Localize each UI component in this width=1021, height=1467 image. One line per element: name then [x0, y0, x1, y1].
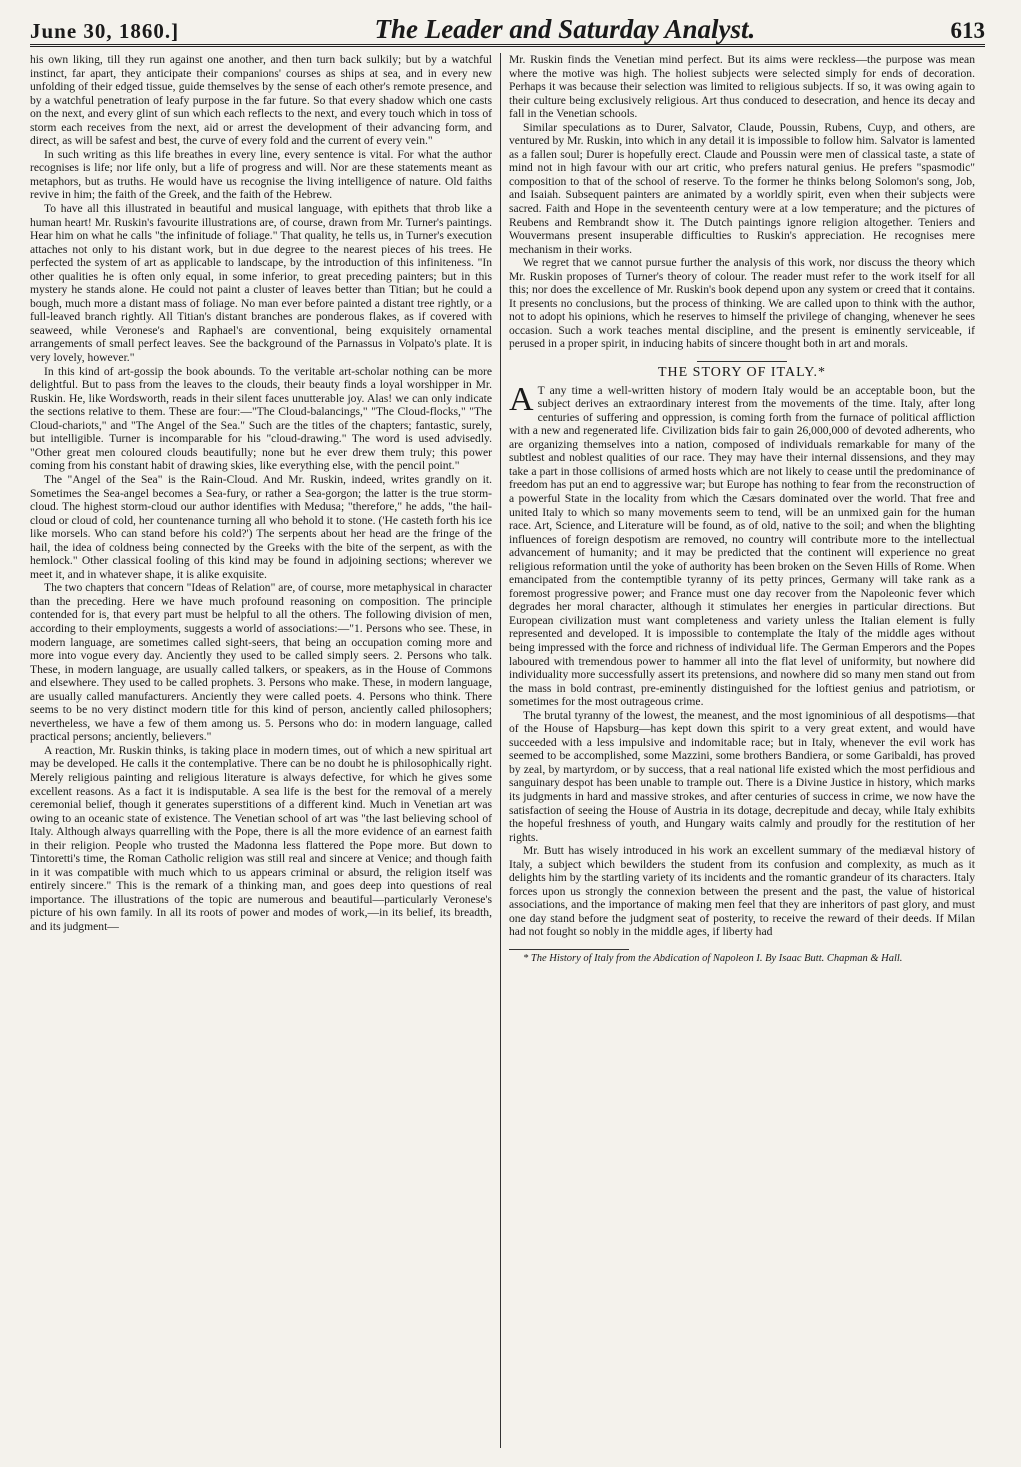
- paragraph: his own liking, till they run against one another, and then turn back sulkily; but by a watchful instinct, far apart, they anticipate their companions' courses as ships at sea, and in every new unfolding of their edged tissue, guide themselves by the sense of each other's remote presence, and by a watchful penetration of leafy purpose in the far future. So that every shadow which one casts on the next, and every glint of sun which each reflects to the next, and every touch which in toss of storm each receives from the next, aid or arrest the development of their advancing form, and direct, as will be safest and best, the curve of every fold and the current of every vein.": [30, 53, 492, 148]
- issue-date: June 30, 1860.]: [30, 19, 180, 43]
- paragraph: The two chapters that concern "Ideas of Relation" are, of course, more metaphysical in character than the preceding. Here we have much profound reasoning on composition. The principle contended for is, that every part must be helpful to all the others. The following division of men, according to their employments, suggests a world of associations:—"1. Persons who see. These, in modern language, are sometimes called sight-seers, that being an occupation coming more and more into vogue every day. Anciently they used to be called simply seers. 2. Persons who talk. These, in modern language, are usually called talkers, or speakers, as in the House of Commons and elsewhere. They used to be called prophets. 3. Persons who make. These, in modern language, are usually called manufacturers. Anciently they were called poets. 4. Persons who think. There seems to be no very distinct modern title for this kind of person, anciently called philosophers; nevertheless, we have a few of them among us. 5. Persons who do: in modern language, called practical persons; anciently, believers.": [30, 581, 492, 744]
- drop-cap: A: [509, 380, 534, 418]
- paragraph: In this kind of art-gossip the book abounds. To the veritable art-scholar nothing can be more delightful. But to pass from the leaves to the clouds, their beauty finds a loyal worshipper in Mr. Ruskin. He, like Wordsworth, reads in their silent faces unutterable joy. Alas! we can only indicate the sections relative to them. These are four:—"The Cloud-balancings," "The Cloud-flocks," "The Cloud-chariots," and "The Angel of the Sea." Such are the titles of the chapters; fantastic, surely, but intelligible. Turner is incomparable for his "cloud-drawing." The word is used advisedly. "Other great men coloured clouds beautifully; none but he ever drew them truly; this power coming from his constant habit of drawing skies, like everything else, with the pencil point.": [30, 364, 492, 473]
- left-column: [30, 53, 500, 1448]
- article-columns: [30, 53, 985, 1448]
- masthead: [30, 14, 985, 47]
- paragraph: A reaction, Mr. Ruskin thinks, is taking place in modern times, out of which a new spiritual art may be developed. He calls it the contemplative. There can be no doubt he is philosophically right. Merely religious painting and religious literature is always defective, for which he gives some excellent reasons. As a fact it is indisputable. A sea life is the best for the removal of a merely ceremonial belief, though it generates superstitions of a different kind. Much in Venetian art was owing to an oceanic state of existence. The Venetian school of art was "the last believing school of Italy. Although always quarrelling with the Pope, there is all the more evidence of an earnest faith in their religion. People who trusted the Madonna less flattered the Pope more. But down to Tintoretti's time, the Roman Catholic religion was still real and sincere at Venice; and though faith in it was compatible with much which to us appears criminal or absurd, the religion itself was entirely sincere." This is the remark of a thinking man, and goes deep into questions of real importance. The illustrations of the topic are numerous and beautiful—particularly Veronese's picture of his own family. In all its roots of power and modes of work,—in its belief, its breadth, and its judgment—: [30, 743, 492, 933]
- paragraph: We regret that we cannot pursue further the analysis of this work, nor discuss the theory which Mr. Ruskin proposes of Turner's theory of colour. The reader must refer to the work itself for all this; nor does the excellence of Mr. Ruskin's book depend upon any system or creed that it contains. It presents no conclusions, but the process of thinking. We are called upon to think with the author, not to adopt his opinions, which he reserves to himself the privilege of changing, whenever he sees occasion. Such a work teaches mental discipline, and the present is eminently serviceable, if perused in a proper spirit, in inducing habits of sincere thought both in art and morals.: [509, 256, 975, 351]
- paragraph: Mr. Butt has wisely introduced in his work an excellent summary of the mediæval history of Italy, a subject which bewilders the student from its confusion and complexity, as much as it delights him by the startling variety of its incidents and the romantic grandeur of its characters. Italy forces upon us strongly the connexion between the present and the past, the value of historical associations, and the importance of making men feel that they are inheritors of past glory, and must one day stand before the judgment seat of posterity, to receive the reward of their deeds. If Milan had not fought so nobly in the middle ages, if liberty had: [509, 844, 975, 939]
- lead-paragraph-text: T any time a well-written history of modern Italy would be an acceptable boon, but the subject derives an extraordinary interest from the movements of the time. Italy, after long centuries of suffering and oppression, is coming forth from the furnace of political affliction with a new and regenerated life. Civilization bids fair to gain 26,000,000 of devoted adherents, who are organizing themselves into a nation, composed of individuals remarkable for many of the subtlest and noblest qualities of our race. They may have their internal dissensions, and they may take a part in those collisions of armed hosts which are not likely to cease until the predominance of freedom has put an end to aggressive war; but Europe has nothing to fear from the reconstruction of a powerful State in the locality from which the Cæsars dominated over the world. That free and united Italy to which so many movements seem to tend, will be an unmixed gain for the human race. Art, Science, and Literature will be found, as of old, native to the soil; and when the blighting influences of foreign despotism are removed, no country will contribute more to the intellectual advancement of humanity; and it may be predicted that the continent will experience no great religious reformation until the yoke of authority has been broken on the Seven Hills of Rome. When emancipated from the contemptible tyranny of its petty princes, Germany will take rank as a foremost progressive power; and France must one day recover from the Napoleonic fever which degrades her moral character, although it stimulates her energies in particular directions. But European civilization must want completeness and variety unless the Italian element is fully represented and developed. It is impossible to contemplate the Italy of the middle ages without being impressed with the force and richness of individual life. The German Emperors and the Popes laboured with tremendous power to hammer all into the flat level of uniformity, but nowhere did individuality more successfully assert its pretensions, and nowhere did so many men stand out from the mass in bold contrast, pre-eminently distinguished for the loftiest genius and patriotism, or sometimes for the most outrageous crime.: [509, 383, 975, 709]
- footnote: * The History of Italy from the Abdication of Napoleon I. By Isaac Butt. Chapman & Hall.: [523, 953, 903, 964]
- section-divider: [697, 361, 787, 362]
- column-divider: [500, 53, 501, 1448]
- paragraph: The "Angel of the Sea" is the Rain-Cloud. And Mr. Ruskin, indeed, writes grandly on it. Sometimes the Sea-angel becomes a Sea-fury, or rather a Sea-gorgon; the latter is the true storm-cloud. The highest storm-cloud our author identifies with Medusa; "therefore," he adds, "the hail-cloud or cloud of cold, her countenance turning all who behold it to stone. ('He casteth forth his ice like morsels. Who can stand before his cold?') The serpents about her head are the fringe of the hail, the idea of coldness being connected by the Greeks with the bite of the serpent, as with the hemlock." Other classical fooling of this kind may be found in adjoining sections; wherever we meet it, and in whatever shape, it is alike exquisite.: [30, 472, 492, 581]
- paragraph: The brutal tyranny of the lowest, the meanest, and the most ignominious of all despotisms—that of the House of Hapsburg—has kept down this spirit to a very great extent, and would have succeeded with a less impulsive and indomitable race; but in Italy, whenever the evil work has seemed to be accomplished, some Mazzini, some brothers Bandiera, or some Garibaldi, has proved by zeal, by martyrdom, or by success, that a real national life existed which the most perfidious and sanguinary despot has been unable to trample out. There is a Divine Justice in history, which marks its judgments in hard and massive strokes, and after centuries of success in crime, we now have the satisfaction of seeing the House of Austria in its dotage, decrepitude and decay, while Italy exhibits the hopeful freshness of youth, and Hungary waits calmly and proudly for the restitution of her rights.: [509, 708, 975, 844]
- right-column: [509, 53, 975, 1448]
- paragraph: To have all this illustrated in beautiful and musical language, with epithets that throb like a human heart! Mr. Ruskin's favourite illustrations are, of course, drawn from Mr. Turner's paintings. Hear him on what he calls "the infinitude of foliage." That quality, he tells us, in Turner's execution attaches not only to his distant work, but in due degree to the nearest pieces of his trees. He perfected the system of art as applicable to landscape, by the introduction of this infiniteness. "In other qualities he is often only equal, in some inferior, to great preceding painters; but in this mystery he stands alone. He could not paint a cluster of leaves better than Titian; but he could a bough, much more a distant mass of foliage. No man ever before painted a distant tree rightly, or a full-leaved branch rightly. All Titian's distant branches are ponderous flakes, as if covered with seaweed, while Veronese's and Raphael's are conventional, being exquisitely ornamental arrangements of small perfect leaves. See the background of the Parnassus in Volpato's plate. It is very lovely, however.": [30, 202, 492, 365]
- footnote-divider: [509, 949, 629, 950]
- publication-title: The Leader and Saturday Analyst.: [374, 14, 756, 44]
- paragraph: In such writing as this life breathes in every line, every sentence is vital. For what the author recognises is life; nor life only, but a life of progress and will. Nor are these statements meant as metaphors, but as truths. He would have us recognise the living intelligence of nature. Old faiths revive in him; the faith of the Greek, and the faith of the Hebrew.: [30, 147, 492, 202]
- paragraph: Mr. Ruskin finds the Venetian mind perfect. But its aims were reckless—the purpose was mean where the motive was high. The holiest subjects were selected simply for ends of decoration. Perhaps it was because their selection was limited to religious subjects. If so, it was owing again to their culture being exclusively religious. Art thus conduced to desecration, and hence its decay and fall in the Venetian schools.: [509, 53, 975, 121]
- lead-paragraph: [509, 380, 975, 709]
- paragraph: Similar speculations as to Durer, Salvator, Claude, Poussin, Rubens, Cuyp, and others, are ventured by Mr. Ruskin, into which in any detail it is impossible to follow him. Salvator is lamented as a fallen soul; Durer is hopefully erect. Claude and Poussin were men of classical taste, a state of mind not in high favour with our art critic, who prefers natural genius. He prefers "spasmodic" composition to that of the school of reserve. To the former he thinks belong Solomon's song, Job, and Isaiah. Subsequent painters are animated by a worldly spirit, even when their subjects were sacred. Faith and Hope in the seventeenth century were at a low temperature; and the pictures of Reubens and Rembrandt show it. The Dutch paintings ignore religion altogether. Teniers and Wouvermans present insuperable difficulties to Ruskin's appreciation. He recognises mere mechanism in their works.: [509, 120, 975, 256]
- article-heading: THE STORY OF ITALY.*: [657, 365, 827, 381]
- page-number: 613: [950, 18, 985, 43]
